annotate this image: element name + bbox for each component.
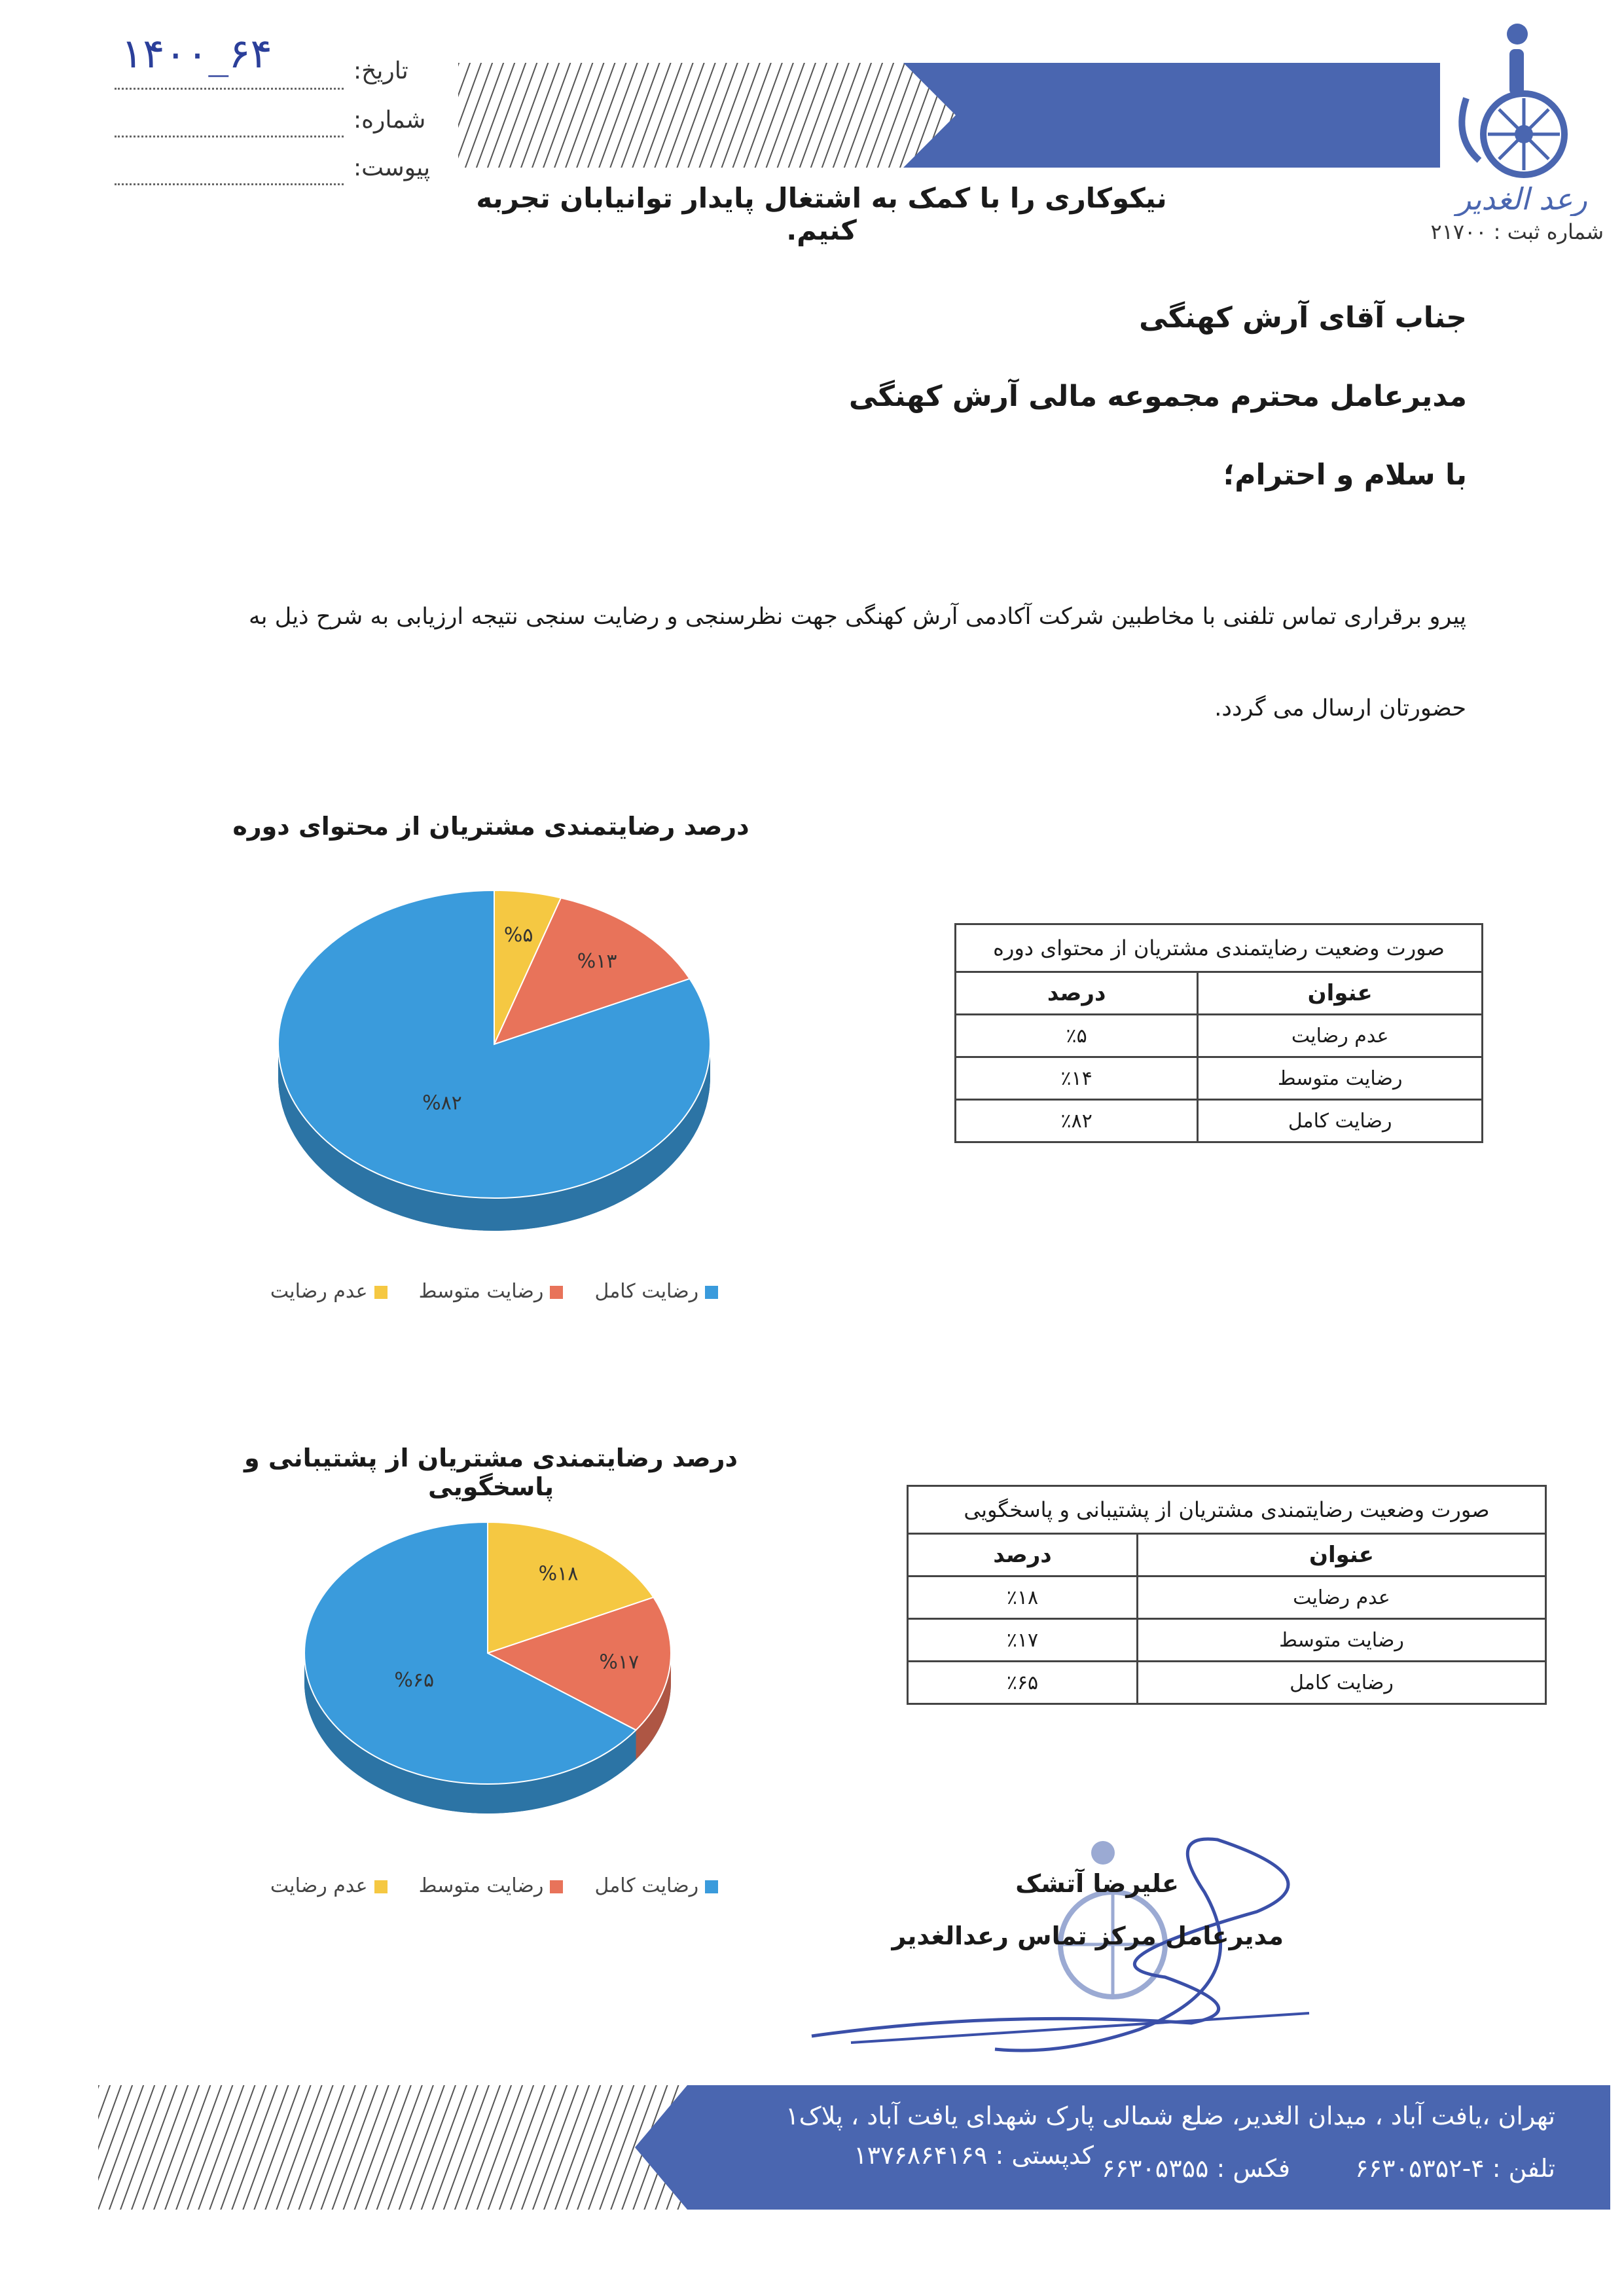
- pie-chart-course: [262, 877, 733, 1244]
- legend-swatch-none: [374, 1286, 388, 1299]
- recipient-title: مدیرعامل محترم مجموعه مالی آرش کهنگی: [848, 380, 1467, 413]
- legend-swatch-medium: [550, 1880, 563, 1893]
- pie-chart-support: [288, 1506, 694, 1846]
- chart-title-course: درصد رضایتمندی مشتریان از محتوای دوره: [232, 812, 749, 841]
- table-header-percent: درصد: [956, 972, 1198, 1015]
- signer-name: علیرضا آتشک: [1015, 1869, 1179, 1898]
- chart-title-support: درصد رضایتمندی مشتریان از پشتیبانی و پاسخگویی: [244, 1444, 738, 1501]
- legend-swatch-medium: [550, 1286, 563, 1299]
- legend-swatch-none: [374, 1880, 388, 1893]
- table-caption: صورت وضعیت رضایتمندی مشتریان از پشتیبانی و پاسخگویی: [908, 1486, 1546, 1534]
- number-label: شماره:: [353, 107, 426, 134]
- footer-postal-code: کدپستی : ۱۳۷۶۸۶۴۱۶۹: [854, 2141, 1094, 2170]
- attachment-label: پیوست:: [353, 155, 431, 181]
- legend-item-full: رضایت کامل: [595, 1874, 725, 1897]
- table-row: عدم رضایت ٪۱۸: [908, 1576, 1546, 1619]
- legend-swatch-full: [705, 1286, 718, 1299]
- footer-fax: فکس : ۶۶۳۰۵۳۵۵: [1102, 2154, 1290, 2183]
- legend-item-none: عدم رضایت: [270, 1280, 394, 1303]
- legend-item-medium: رضایت متوسط: [419, 1280, 570, 1303]
- logo-text: رعد الغدیر: [1456, 181, 1587, 216]
- registration-number: شماره ثبت : ۲۱۷۰۰: [1430, 219, 1604, 244]
- footer-address: تهران ،یافت آباد ، میدان الغدیر، ضلع شمالی پارک شهدای یافت آباد ، پلاک۱: [785, 2102, 1555, 2130]
- table-row: عدم رضایت ٪۵: [956, 1015, 1483, 1057]
- pie-data-label-0: %۱۸: [538, 1562, 579, 1586]
- table-row: رضایت کامل ٪۸۲: [956, 1100, 1483, 1142]
- table-header-title: عنوان: [1138, 1534, 1546, 1576]
- legend-item-full: رضایت کامل: [595, 1280, 725, 1303]
- pie-data-label-2: %۶۵: [394, 1668, 435, 1692]
- header-banner: [458, 63, 1440, 194]
- table-row: رضایت کامل ٪۶۵: [908, 1662, 1546, 1704]
- attachment-line: [115, 182, 344, 185]
- table-header-title: عنوان: [1198, 972, 1483, 1015]
- pie-data-label-1: %۱۷: [599, 1650, 640, 1674]
- date-handwritten: ۱۴۰۰_۶۴: [121, 29, 272, 77]
- letter-body: پیرو برقراری تماس تلفنی با مخاطبین شرکت آکادمی آرش کهنگی جهت نظرسنجی و رضایت سنجی نتیجه ارزیابی به شرح ذیل به حضورتان ارسال می گردد.: [249, 604, 1466, 721]
- table-caption: صورت وضعیت رضایتمندی مشتریان از محتوای دوره: [956, 924, 1483, 972]
- organization-logo: [1447, 20, 1597, 216]
- recipient-name: جناب آقای آرش کهنگی: [1139, 301, 1467, 335]
- pie-data-label-0: %۵: [503, 923, 533, 947]
- signer-title: مدیرعامل مرکز تماس رعدالغدیر: [892, 1922, 1284, 1950]
- footer-phone: تلفن : ۴-۶۶۳۰۵۳۵۲: [1355, 2154, 1555, 2183]
- chart-legend-support: [249, 1874, 746, 1897]
- table-header-percent: درصد: [908, 1534, 1138, 1576]
- legend-item-medium: رضایت متوسط: [419, 1874, 570, 1897]
- table-row: رضایت متوسط ٪۱۷: [908, 1619, 1546, 1662]
- pie-data-label-2: %۸۲: [422, 1091, 462, 1115]
- date-label: تاریخ:: [353, 58, 408, 84]
- table-support-satisfaction: [907, 1485, 1547, 1705]
- chart-legend-course: [249, 1280, 746, 1303]
- pie-data-label-1: %۱۳: [577, 950, 617, 974]
- legend-swatch-full: [705, 1880, 718, 1893]
- table-course-satisfaction: [954, 923, 1483, 1143]
- stamp-and-signature: [799, 1813, 1362, 2088]
- table-row: رضایت متوسط ٪۱۴: [956, 1057, 1483, 1100]
- slogan: نیکوکاری را با کمک به اشتغال پایدار توانیابان تجربه کنیم.: [476, 182, 1167, 246]
- number-line: [115, 134, 344, 137]
- date-line: [115, 86, 344, 90]
- legend-item-none: عدم رضایت: [270, 1874, 394, 1897]
- greeting: با سلام و احترام؛: [1223, 458, 1467, 492]
